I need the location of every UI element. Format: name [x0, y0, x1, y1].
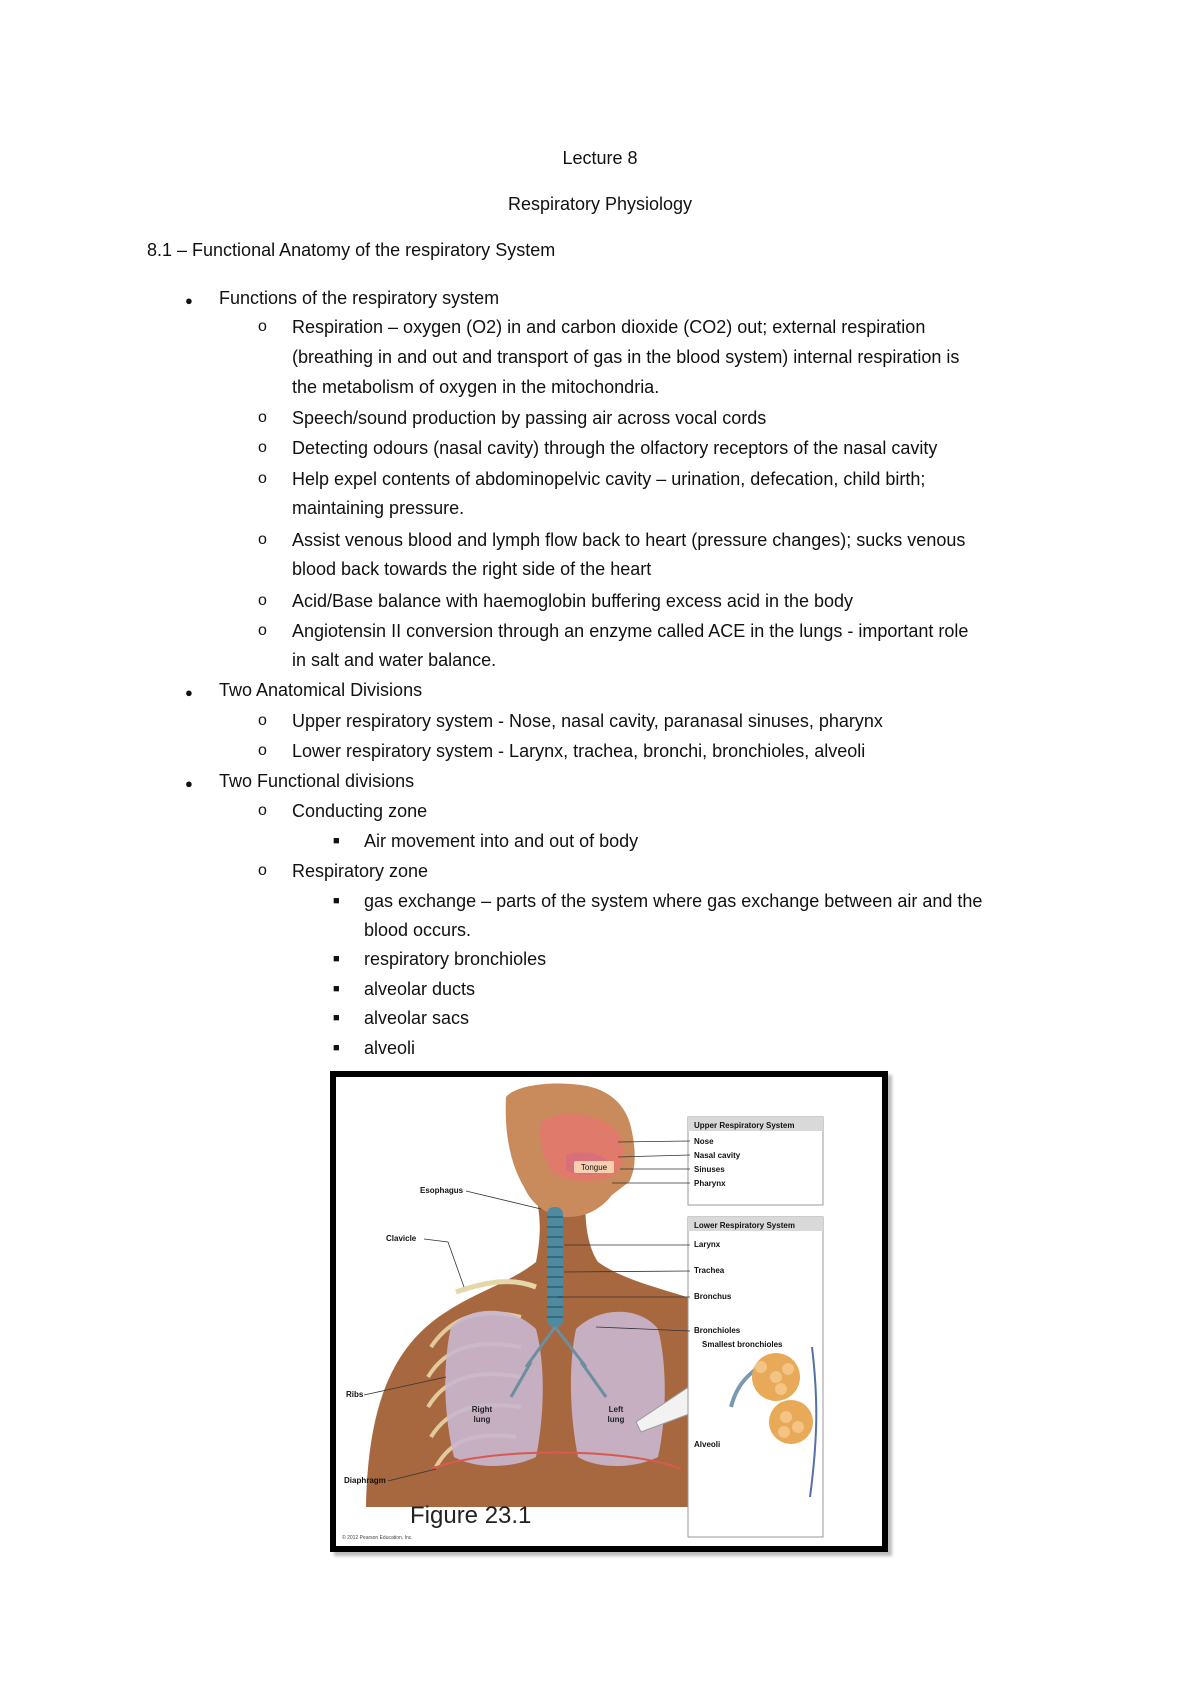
bullet-o-icon: o [258, 712, 267, 729]
figure-label-alveoli: Alveoli [694, 1440, 721, 1449]
function-item-7-line-1: Angiotensin II conversion through an enzyme called ACE in the lungs - important role [292, 621, 969, 641]
figure-label-larynx: Larynx [694, 1240, 721, 1249]
bullet-icon: ● [185, 293, 193, 308]
anatomical-item-lower: Lower respiratory system - Larynx, trachea, bronchi, bronchioles, alveoli [292, 741, 866, 761]
bullet-o-icon: o [258, 862, 267, 879]
bullet-o-icon: o [258, 802, 267, 819]
figure-label-pharynx: Pharynx [694, 1179, 726, 1188]
function-item-6: Acid/Base balance with haemoglobin buffering excess acid in the body [292, 591, 854, 611]
lecture-number: Lecture 8 [562, 148, 638, 168]
bullet-square-icon: ■ [333, 895, 340, 907]
functional-title: Two Functional divisions [219, 771, 415, 791]
bullet-o-icon: o [258, 531, 267, 548]
function-item-3: Detecting odours (nasal cavity) through the olfactory receptors of the nasal cavity [292, 438, 938, 458]
bullet-o-icon: o [258, 318, 267, 335]
functions-title: Functions of the respiratory system [219, 288, 500, 308]
respiratory-zone-title: Respiratory zone [292, 861, 429, 881]
bullet-o-icon: o [258, 470, 267, 487]
section-heading: 8.1 – Functional Anatomy of the respiratory System [147, 240, 556, 260]
function-item-1-line-2: (breathing in and out and transport of gas in the blood system) internal respiration is [292, 347, 960, 367]
figure-label-left-lung-line-1: Left [608, 1405, 624, 1414]
figure-label-tongue: Tongue [580, 1163, 608, 1172]
function-item-5-line-1: Assist venous blood and lymph flow back to heart (pressure changes); sucks venous [292, 530, 966, 550]
figure-label-nasal-cavity: Nasal cavity [694, 1151, 741, 1160]
figure-label-nose: Nose [694, 1137, 714, 1146]
function-item-7-line-2: in salt and water balance. [292, 650, 497, 670]
function-item-4-line-2: maintaining pressure. [292, 498, 465, 518]
function-item-4-line-1: Help expel contents of abdominopelvic cavity – urination, defecation, child birth; [292, 469, 926, 489]
bullet-square-icon: ■ [333, 1012, 340, 1024]
bullet-icon: ● [185, 685, 193, 700]
figure-label-smallest-bronchioles: Smallest bronchioles [702, 1340, 783, 1349]
bullet-square-icon: ■ [333, 835, 340, 847]
function-item-1-line-3: the metabolism of oxygen in the mitochondria. [292, 377, 660, 397]
respiratory-zone-item-1-line-2: blood occurs. [364, 920, 472, 940]
conducting-zone-title: Conducting zone [292, 801, 428, 821]
figure-caption: Figure 23.1 [410, 1502, 532, 1529]
respiratory-anatomy-illustration [336, 1077, 882, 1546]
function-item-5-line-2: blood back towards the right side of the heart [292, 559, 652, 579]
bullet-square-icon: ■ [333, 1042, 340, 1054]
figure-copyright: © 2012 Pearson Education, Inc. [342, 1535, 413, 1541]
figure-label-right-lung-line-1: Right [471, 1405, 493, 1414]
figure-label-esophagus: Esophagus [420, 1186, 464, 1195]
function-item-1-line-1: Respiration – oxygen (O2) in and carbon dioxide (CO2) out; external respiration [292, 317, 926, 337]
function-item-2: Speech/sound production by passing air across vocal cords [292, 408, 767, 428]
figure-label-bronchioles: Bronchioles [694, 1326, 741, 1335]
bullet-o-icon: o [258, 742, 267, 759]
figure-label-bronchus: Bronchus [694, 1292, 732, 1301]
figure-upper-box-title: Upper Respiratory System [694, 1121, 795, 1130]
anatomical-title: Two Anatomical Divisions [219, 680, 423, 700]
figure-label-trachea: Trachea [694, 1266, 725, 1275]
respiratory-zone-item-3: alveolar ducts [364, 979, 476, 999]
respiratory-zone-item-4: alveolar sacs [364, 1008, 470, 1028]
bullet-square-icon: ■ [333, 983, 340, 995]
figure-label-clavicle: Clavicle [386, 1234, 417, 1243]
respiratory-zone-item-5: alveoli [364, 1038, 416, 1058]
bullet-o-icon: o [258, 409, 267, 426]
anatomical-item-upper: Upper respiratory system - Nose, nasal cavity, paranasal sinuses, pharynx [292, 711, 883, 731]
bullet-o-icon: o [258, 622, 267, 639]
bullet-o-icon: o [258, 592, 267, 609]
conducting-zone-item: Air movement into and out of body [364, 831, 639, 851]
bullet-o-icon: o [258, 439, 267, 456]
figure-label-left-lung-line-2: lung [607, 1415, 625, 1424]
respiratory-system-figure [330, 1071, 888, 1552]
respiratory-zone-item-2: respiratory bronchioles [364, 949, 547, 969]
figure-label-diaphragm: Diaphragm [344, 1476, 386, 1485]
figure-label-right-lung-line-2: lung [473, 1415, 491, 1424]
figure-lower-box-title: Lower Respiratory System [694, 1221, 795, 1230]
lecture-topic: Respiratory Physiology [507, 194, 693, 214]
bullet-square-icon: ■ [333, 953, 340, 965]
figure-label-sinuses: Sinuses [694, 1165, 725, 1174]
respiratory-zone-item-1-line-1: gas exchange – parts of the system where gas exchange between air and the [364, 891, 983, 911]
bullet-icon: ● [185, 776, 193, 791]
figure-label-ribs: Ribs [346, 1390, 364, 1399]
